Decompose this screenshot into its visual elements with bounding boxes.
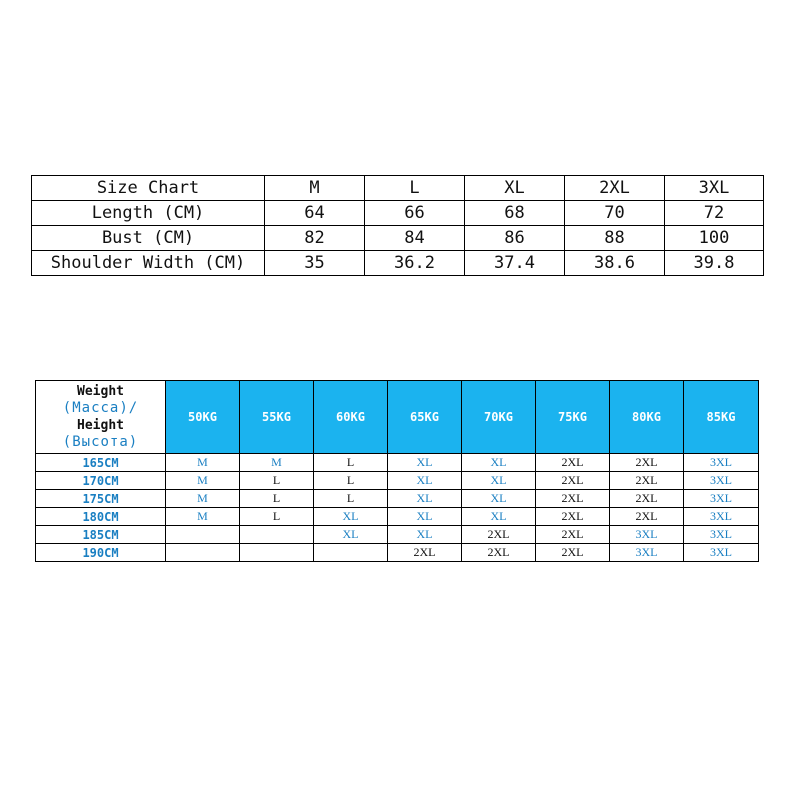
fit-chart-header-row: [36, 381, 759, 454]
size-chart-row: [32, 201, 764, 226]
recommended-size-cell: L: [314, 490, 388, 508]
measurement-value: 38.6: [565, 251, 665, 276]
recommended-size-cell: 3XL: [684, 544, 759, 562]
measurement-value: 36.2: [365, 251, 465, 276]
fit-chart-row: [36, 490, 759, 508]
weight-column-header: 55KG: [240, 381, 314, 454]
weight-column-header: 85KG: [684, 381, 759, 454]
weight-column-header: 70KG: [462, 381, 536, 454]
recommended-size-cell: [166, 526, 240, 544]
recommended-size-cell: 3XL: [684, 490, 759, 508]
measurement-label: Length (CM): [32, 201, 265, 226]
corner-label-line: (Высота): [62, 434, 139, 450]
recommended-size-cell: M: [166, 472, 240, 490]
measurement-value: 37.4: [465, 251, 565, 276]
recommended-size-cell: 2XL: [536, 544, 610, 562]
measurement-value: 100: [665, 226, 764, 251]
recommended-size-cell: 3XL: [684, 508, 759, 526]
weight-column-header: 50KG: [166, 381, 240, 454]
recommended-size-cell: 2XL: [536, 454, 610, 472]
recommended-size-cell: XL: [462, 508, 536, 526]
fit-chart-row: [36, 472, 759, 490]
height-row-label: 170CM: [36, 472, 166, 490]
weight-height-fit-table: [35, 380, 759, 562]
weight-column-header: 60KG: [314, 381, 388, 454]
recommended-size-cell: L: [314, 454, 388, 472]
measurement-label: Shoulder Width (CM): [32, 251, 265, 276]
recommended-size-cell: [240, 526, 314, 544]
measurement-value: 64: [265, 201, 365, 226]
recommended-size-cell: 2XL: [536, 472, 610, 490]
weight-column-header: 65KG: [388, 381, 462, 454]
recommended-size-cell: XL: [388, 508, 462, 526]
recommended-size-cell: M: [166, 508, 240, 526]
recommended-size-cell: 3XL: [610, 526, 684, 544]
height-row-label: 190CM: [36, 544, 166, 562]
recommended-size-cell: 3XL: [610, 544, 684, 562]
recommended-size-cell: M: [166, 454, 240, 472]
recommended-size-cell: 2XL: [610, 472, 684, 490]
corner-label-line: Weight: [77, 384, 124, 399]
recommended-size-cell: XL: [462, 490, 536, 508]
measurement-value: 68: [465, 201, 565, 226]
fit-chart-row: [36, 544, 759, 562]
recommended-size-cell: L: [240, 490, 314, 508]
size-column-header: XL: [465, 176, 565, 201]
size-column-header: M: [265, 176, 365, 201]
recommended-size-cell: 2XL: [388, 544, 462, 562]
size-column-header: L: [365, 176, 465, 201]
size-column-header: 3XL: [665, 176, 764, 201]
recommended-size-cell: [240, 544, 314, 562]
fit-chart-row: [36, 526, 759, 544]
measurement-value: 35: [265, 251, 365, 276]
recommended-size-cell: XL: [462, 454, 536, 472]
weight-column-header: 75KG: [536, 381, 610, 454]
measurement-value: 82: [265, 226, 365, 251]
recommended-size-cell: M: [166, 490, 240, 508]
size-column-header: 2XL: [565, 176, 665, 201]
measurement-value: 72: [665, 201, 764, 226]
weight-height-corner-label: [36, 381, 166, 454]
recommended-size-cell: [166, 544, 240, 562]
recommended-size-cell: 3XL: [684, 472, 759, 490]
size-chart-row: [32, 226, 764, 251]
height-row-label: 175CM: [36, 490, 166, 508]
recommended-size-cell: XL: [388, 472, 462, 490]
measurement-value: 70: [565, 201, 665, 226]
recommended-size-cell: XL: [314, 526, 388, 544]
height-row-label: 165CM: [36, 454, 166, 472]
recommended-size-cell: XL: [462, 472, 536, 490]
measurement-value: 39.8: [665, 251, 764, 276]
recommended-size-cell: 2XL: [610, 490, 684, 508]
measurement-value: 88: [565, 226, 665, 251]
corner-label-line: (Масса)/: [62, 400, 139, 416]
recommended-size-cell: L: [240, 508, 314, 526]
recommended-size-cell: XL: [388, 490, 462, 508]
recommended-size-cell: XL: [314, 508, 388, 526]
corner-label-line: Height: [77, 418, 124, 433]
recommended-size-cell: 2XL: [536, 526, 610, 544]
recommended-size-cell: 3XL: [684, 526, 759, 544]
recommended-size-cell: L: [240, 472, 314, 490]
size-chart-table: [31, 175, 764, 276]
recommended-size-cell: 2XL: [536, 490, 610, 508]
height-row-label: 185CM: [36, 526, 166, 544]
weight-column-header: 80KG: [610, 381, 684, 454]
recommended-size-cell: L: [314, 472, 388, 490]
recommended-size-cell: [314, 544, 388, 562]
recommended-size-cell: XL: [388, 526, 462, 544]
fit-chart-row: [36, 508, 759, 526]
recommended-size-cell: XL: [388, 454, 462, 472]
measurement-value: 84: [365, 226, 465, 251]
recommended-size-cell: 2XL: [610, 508, 684, 526]
recommended-size-cell: 2XL: [462, 544, 536, 562]
recommended-size-cell: 3XL: [684, 454, 759, 472]
size-chart-row: [32, 251, 764, 276]
height-row-label: 180CM: [36, 508, 166, 526]
fit-chart-row: [36, 454, 759, 472]
recommended-size-cell: 2XL: [610, 454, 684, 472]
measurement-label: Bust (CM): [32, 226, 265, 251]
size-chart-header-row: [32, 176, 764, 201]
recommended-size-cell: 2XL: [536, 508, 610, 526]
measurement-value: 66: [365, 201, 465, 226]
size-chart-title: Size Chart: [32, 176, 265, 201]
recommended-size-cell: 2XL: [462, 526, 536, 544]
measurement-value: 86: [465, 226, 565, 251]
recommended-size-cell: M: [240, 454, 314, 472]
